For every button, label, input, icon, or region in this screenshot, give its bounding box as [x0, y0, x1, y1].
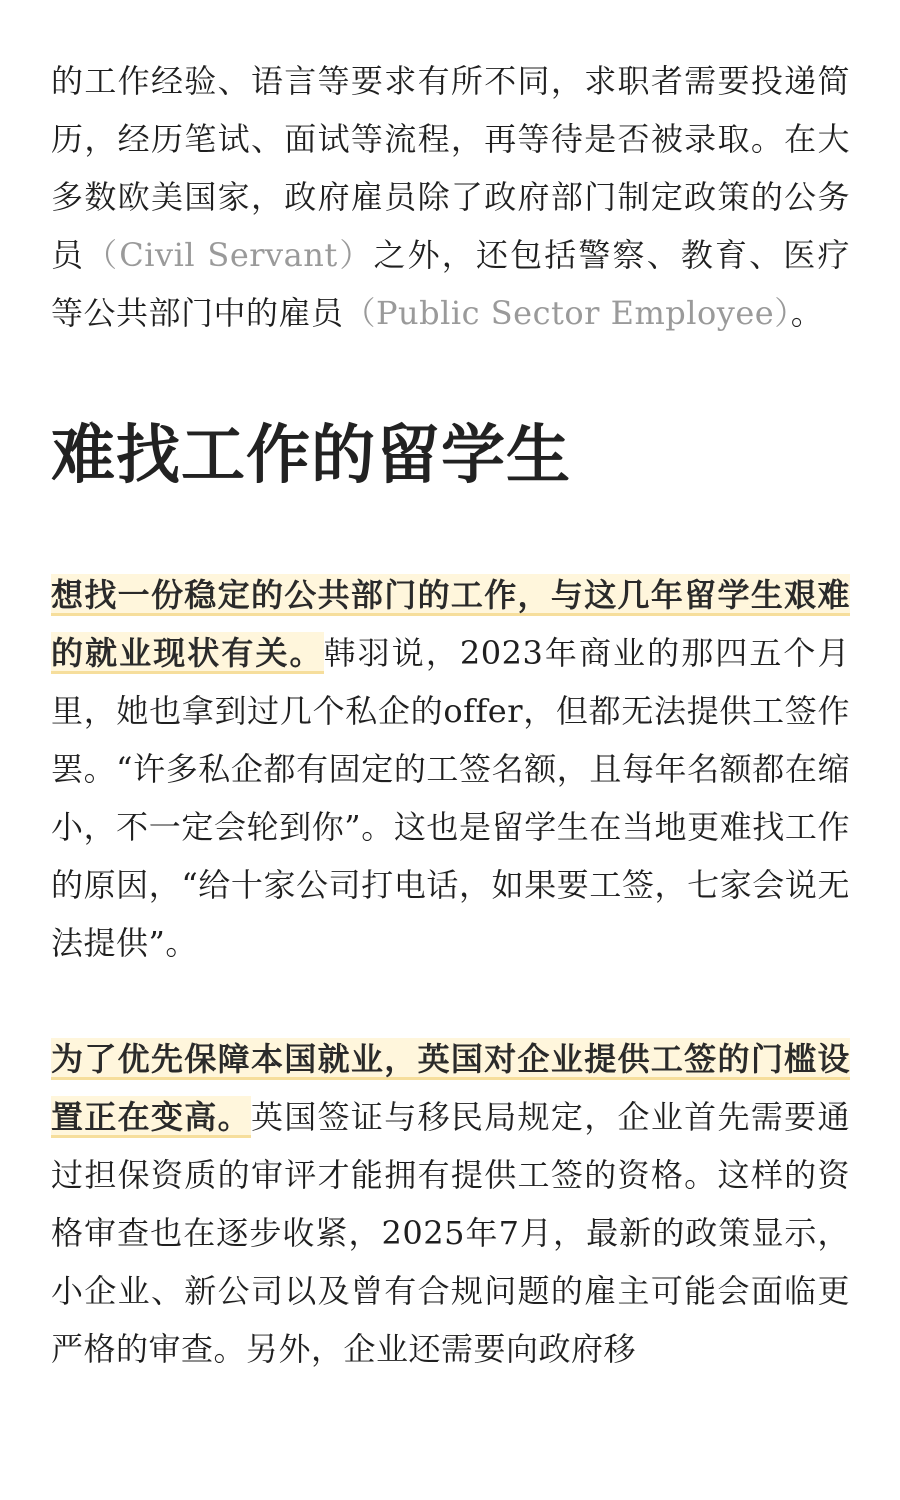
section-heading: 难找工作的留学生: [51, 418, 571, 493]
paragraph-uk-threshold: [51, 1030, 850, 1378]
intro-text-3: 。: [790, 294, 824, 332]
intro-text-2: 之外，还包括警察、教育、医疗等公共部门中的雇员: [51, 236, 850, 332]
intro-paragraph: [51, 52, 850, 342]
highlight-sentence-2: 为了优先保障本国就业，英国对企业提供工签的门槛设置正在变高。: [51, 1040, 850, 1136]
highlight-sentence-1: 想找一份稳定的公共部门的工作，与这几年留学生艰难的就业现状有关。: [51, 576, 850, 672]
paragraph-work-visa: [51, 566, 850, 972]
intro-text-1: 的工作经验、语言等要求有所不同，求职者需要投递简历，经历笔试、面试等流程，再等待是否被录取。在大多数欧美国家，政府雇员除了政府部门制定政策的公务员: [51, 62, 850, 274]
term-civil-servant: （Civil Servant）: [85, 236, 374, 274]
term-public-sector-employee: （Public Sector Employee）: [343, 294, 791, 332]
paragraph-2-body: 英国签证与移民局规定，企业首先需要通过担保资质的审评才能拥有提供工签的资格。这样的资格审查也在逐步收紧，2025年7月，最新的政策显示，小企业、新公司以及曾有合规问题的雇主可能会面临更严格的审查。另外，企业还需要向政府移: [51, 1098, 850, 1368]
paragraph-1-body: 韩羽说，2023年商业的那四五个月里，她也拿到过几个私企的offer，但都无法提供工签作罢。“许多私企都有固定的工签名额，且每年名额都在缩小，不一定会轮到你”。这也是留学生在当地更难找工作的原因，“给十家公司打电话，如果要工签，七家会说无法提供”。: [51, 634, 850, 962]
